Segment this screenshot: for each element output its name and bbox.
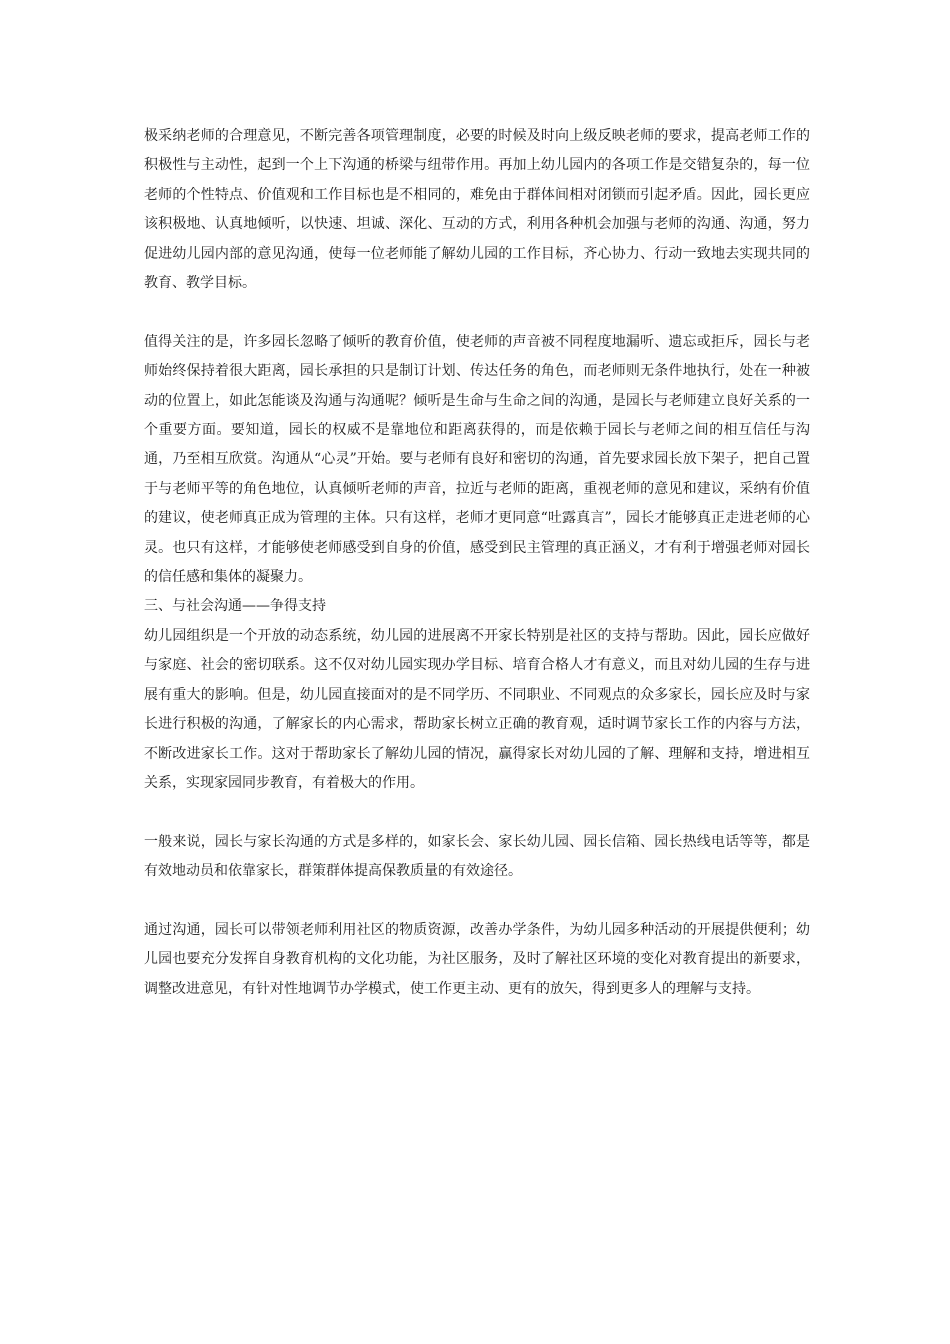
paragraph-listening-value: 值得关注的是，许多园长忽略了倾听的教育价值，使老师的声音被不同程度地漏听、遗忘或拒斥，园长与老师始终保持着很大距离，园长承担的只是制订计划、传达任务的角色，而老师则无条件地执行，处在一种被动的位置上，如此怎能谈及沟通与沟通呢？倾听是生命与生命之间的沟通，是园长与老师建立良好关系的一个重要方面。要知道，园长的权威不是靠地位和距离获得的，而是依赖于园长与老师之间的相互信任与沟通，乃至相互欣赏。沟通从“心灵”开始。要与老师有良好和密切的沟通，首先要求园长放下架子，把自己置于与老师平等的角色地位，认真倾听老师的声音，拉近与老师的距离，重视老师的意见和建议，采纳有价值的建议，使老师真正成为管理的主体。只有这样，老师才更同意“吐露真言”，园长才能够真正走进老师的心灵。也只有这样，才能够使老师感受到自身的价值，感受到民主管理的真正涵义，才有利于增强老师对园长的信任感和集体的凝聚力。 [144,333,810,586]
paragraph-community-resources: 通过沟通，园长可以带领老师利用社区的物质资源，改善办学条件，为幼儿园多种活动的开展提供便利；幼儿园也要充分发挥自身教育机构的文化功能，为社区服务，及时了解社区环境的变化对教育提出的新要求，调整改进意见，有针对性地调节办学模式，使工作更主动、更有的放矢，得到更多人的理解与支持。 [144,921,810,997]
document-body [144,122,810,1004]
paragraph-parent-methods: 一般来说，园长与家长沟通的方式是多样的，如家长会、家长幼儿园、园长信箱、园长热线电话等等，都是有效地动员和依靠家长，群策群体提高保教质量的有效途径。 [144,833,810,880]
paragraph-teacher-communication: 极采纳老师的合理意见，不断完善各项管理制度，必要的时候及时向上级反映老师的要求，提高老师工作的积极性与主动性，起到一个上下沟通的桥梁与纽带作用。再加上幼儿园内的各项工作是交错复杂的，每一位老师的个性特点、价值观和工作目标也是不相同的，难免由于群体间相对闭锁而引起矛盾。因此，园长更应该积极地、认真地倾听，以快速、坦诚、深化、互动的方式，利用各种机会加强与老师的沟通、沟通，努力促进幼儿园内部的意见沟通，使每一位老师能了解幼儿园的工作目标，齐心协力、行动一致地去实现共同的教育、教学目标。 [144,128,810,292]
section-heading-society: 三、与社会沟通——争得支持 [144,598,326,615]
paragraph-kindergarten-system: 幼儿园组织是一个开放的动态系统，幼儿园的进展离不开家长特别是社区的支持与帮助。因此，园长应做好与家庭、社会的密切联系。这不仅对幼儿园实现办学目标、培育合格人才有意义，而且对幼儿园的生存与进展有重大的影响。但是，幼儿园直接面对的是不同学历、不同职业、不同观点的众多家长，园长应及时与家长进行积极的沟通，了解家长的内心需求，帮助家长树立正确的教育观，适时调节家长工作的内容与方法，不断改进家长工作。这对于帮助家长了解幼儿园的情况，赢得家长对幼儿园的了解、理解和支持，增进相互关系，实现家园同步教育，有着极大的作用。 [144,627,810,791]
